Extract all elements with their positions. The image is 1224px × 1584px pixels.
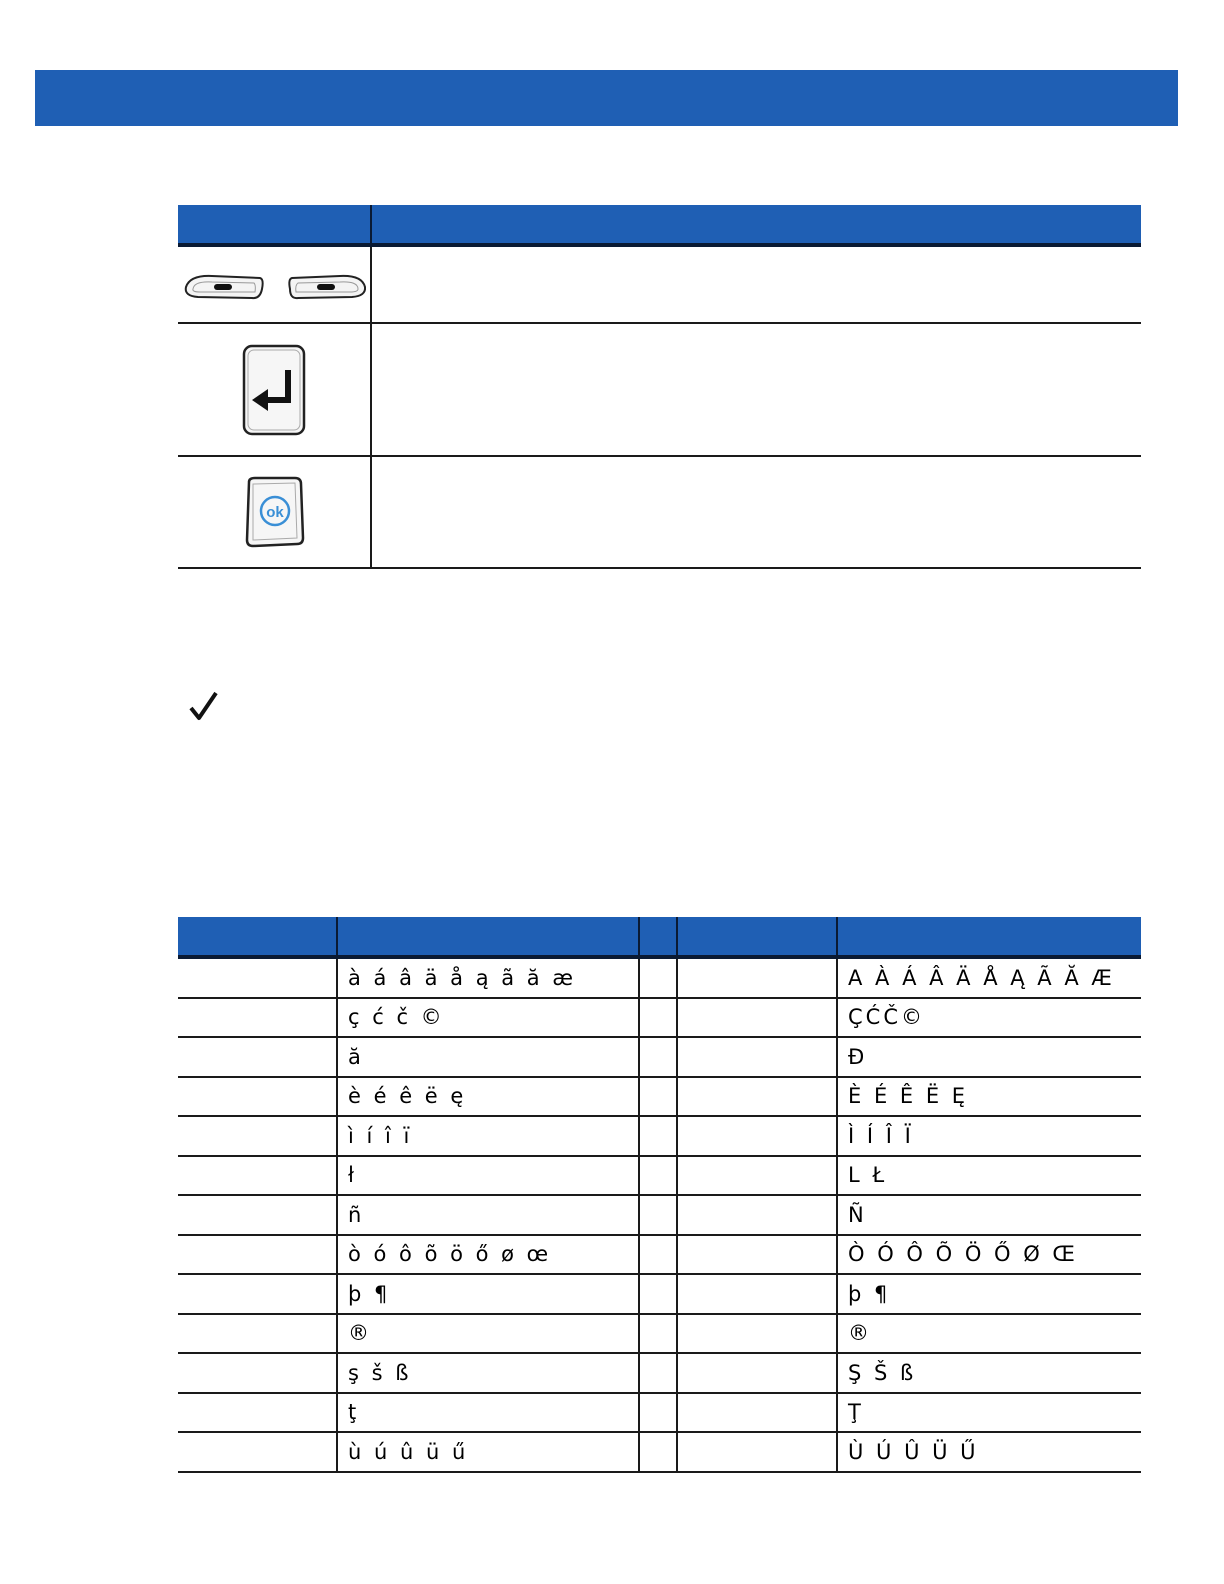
lowercase-chars: ţ bbox=[338, 1394, 640, 1432]
spacer-cell bbox=[640, 1078, 678, 1116]
spacer-cell bbox=[640, 1433, 678, 1471]
character-table bbox=[178, 917, 1141, 1473]
table-row bbox=[178, 959, 1141, 999]
lowercase-chars: è é ê ë ę bbox=[338, 1078, 640, 1116]
key-cell bbox=[178, 1433, 338, 1471]
enter-key-icon bbox=[242, 344, 306, 436]
key-cell bbox=[678, 1354, 838, 1392]
key-row-enter bbox=[178, 324, 1141, 457]
ok-key-icon bbox=[243, 476, 305, 548]
lowercase-chars: ñ bbox=[338, 1196, 640, 1234]
key-cell bbox=[178, 959, 338, 997]
uppercase-chars: Ş Š ß bbox=[848, 1360, 917, 1385]
uppercase-chars: ÇĆČ© bbox=[848, 1005, 925, 1030]
key-cell bbox=[178, 1078, 338, 1116]
table-row bbox=[178, 1315, 1141, 1355]
table-row bbox=[178, 1433, 1141, 1473]
table-row bbox=[178, 1078, 1141, 1118]
lowercase-chars: ù ú û ü ű bbox=[338, 1433, 640, 1471]
key-cell bbox=[178, 1157, 338, 1195]
key-cell bbox=[178, 1354, 338, 1392]
uppercase-chars: Ì Í Î Ï bbox=[848, 1123, 914, 1148]
key-cell bbox=[178, 999, 338, 1037]
uppercase-chars: A À Á Â Ä Å Ą Ã Ă Æ bbox=[848, 965, 1115, 990]
lowercase-chars: ă bbox=[338, 1038, 640, 1076]
lowercase-chars: ì í î ï bbox=[338, 1117, 640, 1155]
uppercase-chars: Ù Ú Û Ü Ű bbox=[848, 1439, 979, 1464]
key-cell bbox=[678, 1394, 838, 1432]
table-row bbox=[178, 1117, 1141, 1157]
lowercase-chars: þ ¶ bbox=[338, 1275, 640, 1313]
key-cell bbox=[678, 1236, 838, 1274]
lowercase-chars: ş š ß bbox=[338, 1354, 640, 1392]
soft-key-icon bbox=[182, 265, 367, 305]
lowercase-chars: ò ó ô õ ö ő ø œ bbox=[338, 1236, 640, 1274]
key-cell bbox=[678, 1315, 838, 1353]
checkmark-icon bbox=[186, 690, 220, 724]
lowercase-chars: à á â ä å ą ã ă æ bbox=[338, 959, 640, 997]
table-row bbox=[178, 1354, 1141, 1394]
lowercase-chars: ® bbox=[338, 1315, 640, 1353]
uppercase-chars: Ñ bbox=[848, 1202, 867, 1227]
key-cell bbox=[678, 999, 838, 1037]
table-row bbox=[178, 999, 1141, 1039]
spacer-cell bbox=[640, 1117, 678, 1155]
table-row bbox=[178, 1157, 1141, 1197]
table-row bbox=[178, 1196, 1141, 1236]
key-cell bbox=[678, 1275, 838, 1313]
table-row bbox=[178, 1275, 1141, 1315]
table-row bbox=[178, 1236, 1141, 1276]
spacer-cell bbox=[640, 1038, 678, 1076]
key-cell bbox=[178, 1394, 338, 1432]
key-cell bbox=[678, 1117, 838, 1155]
header-band bbox=[35, 70, 1178, 126]
uppercase-chars: Đ bbox=[848, 1044, 868, 1069]
spacer-cell bbox=[640, 1157, 678, 1195]
key-cell bbox=[678, 1196, 838, 1234]
key-cell bbox=[178, 1315, 338, 1353]
key-cell bbox=[178, 1275, 338, 1313]
spacer-cell bbox=[640, 1394, 678, 1432]
uppercase-chars: Ò Ó Ô Õ Ö Ő Ø Œ bbox=[848, 1242, 1078, 1267]
spacer-cell bbox=[640, 999, 678, 1037]
lowercase-chars: ç ć č © bbox=[338, 999, 640, 1037]
key-row-soft-keys bbox=[178, 247, 1141, 324]
spacer-cell bbox=[640, 1236, 678, 1274]
spacer-cell bbox=[640, 959, 678, 997]
key-cell bbox=[178, 1038, 338, 1076]
key-cell bbox=[178, 1117, 338, 1155]
spacer-cell bbox=[640, 1354, 678, 1392]
key-cell bbox=[178, 1196, 338, 1234]
key-cell bbox=[678, 1078, 838, 1116]
key-cell bbox=[678, 959, 838, 997]
key-row-ok bbox=[178, 457, 1141, 569]
spacer-cell bbox=[640, 1315, 678, 1353]
key-cell bbox=[178, 1236, 338, 1274]
uppercase-chars: ® bbox=[848, 1321, 872, 1346]
key-cell bbox=[678, 1157, 838, 1195]
uppercase-chars: Ţ bbox=[848, 1400, 864, 1425]
key-table bbox=[178, 205, 1141, 569]
table-row bbox=[178, 1394, 1141, 1434]
spacer-cell bbox=[640, 1196, 678, 1234]
key-table-header bbox=[178, 205, 1141, 247]
character-table-body bbox=[178, 959, 1141, 1473]
lowercase-chars: ł bbox=[338, 1157, 640, 1195]
key-cell bbox=[678, 1433, 838, 1471]
uppercase-chars: þ ¶ bbox=[848, 1281, 891, 1306]
key-cell bbox=[678, 1038, 838, 1076]
ok-key-label: ok bbox=[266, 504, 284, 521]
spacer-cell bbox=[640, 1275, 678, 1313]
uppercase-chars: È É Ê Ë Ę bbox=[848, 1084, 969, 1109]
uppercase-chars: L Ł bbox=[848, 1163, 888, 1188]
table-row bbox=[178, 1038, 1141, 1078]
character-table-header bbox=[178, 917, 1141, 959]
